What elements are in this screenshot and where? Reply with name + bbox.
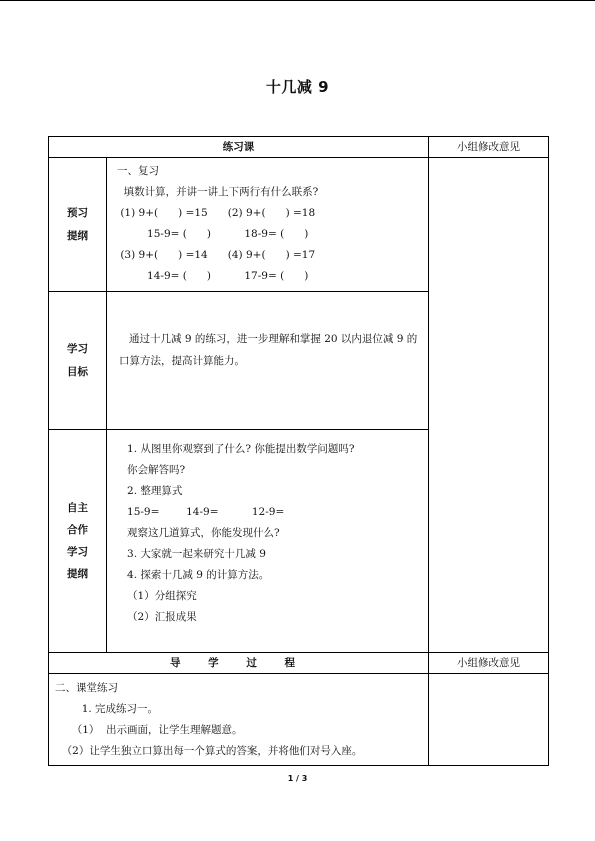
preview-row [49,158,549,292]
goal-label: 学习 目标 [49,292,107,430]
explore-line: 4. 探索十几减 9 的计算方法。 [117,569,270,581]
preview-label: 预习 提纲 [49,158,107,292]
process-line: （2）让学生独立口算出每一个算式的答案，并将他们对号入座。 [55,745,363,757]
page-number: 1 / 3 [287,774,308,783]
preview-content [107,158,429,292]
page-title: 十几减 9 [265,78,330,96]
process-header-row [49,653,549,674]
feedback-cell-upper [429,158,549,653]
explore-line: （2）汇报成果 [117,611,197,623]
header-guided-process: 导 学 过 程 [49,653,429,674]
header-group-feedback-2: 小组修改意见 [429,653,549,674]
explore-line: 15-9= 14-9= 12-9= [117,506,285,518]
preview-line: 填数计算，并讲一讲上下两行有什么联系? [117,186,319,198]
preview-line: (3) 9+( ) =14 (4) 9+( ) =17 [117,249,316,261]
explore-line: 1. 从图里你观察到了什么? 你能提出数学问题吗? [117,443,355,455]
explore-line: 2. 整理算式 [117,485,183,497]
preview-line: 14-9= ( ) 17-9= ( ) [117,270,309,282]
top-rule [0,0,595,1]
process-line: 二、课堂练习 [55,682,118,694]
explore-line: 3. 大家就一起来研究十几减 9 [117,548,266,560]
process-row [49,674,549,766]
explore-line: 你会解答吗? [117,464,186,476]
header-group-feedback: 小组修改意见 [429,137,549,158]
goal-content: 通过十几减 9 的练习，进一步理解和掌握 20 以内退位减 9 的口算方法，提高计算能力。 [107,292,429,430]
preview-line: 一、复习 [117,165,159,177]
explore-line: 观察这几道算式，你能发现什么? [117,527,280,539]
process-content [49,674,429,766]
preview-line: 15-9= ( ) 18-9= ( ) [117,228,309,240]
explore-label: 自主 合作 学习 提纲 [49,430,107,653]
header-practice-lesson: 练习课 [49,137,429,158]
explore-content [107,430,429,653]
table-header-row [49,137,549,158]
feedback-cell-lower [429,674,549,766]
lesson-table [48,136,549,766]
process-line: （1） 出示画面，让学生理解题意。 [55,724,243,736]
explore-line: （1）分组探究 [117,590,197,602]
process-line: 1. 完成练习一。 [55,703,159,715]
preview-line: (1) 9+( ) =15 (2) 9+( ) =18 [117,207,316,219]
